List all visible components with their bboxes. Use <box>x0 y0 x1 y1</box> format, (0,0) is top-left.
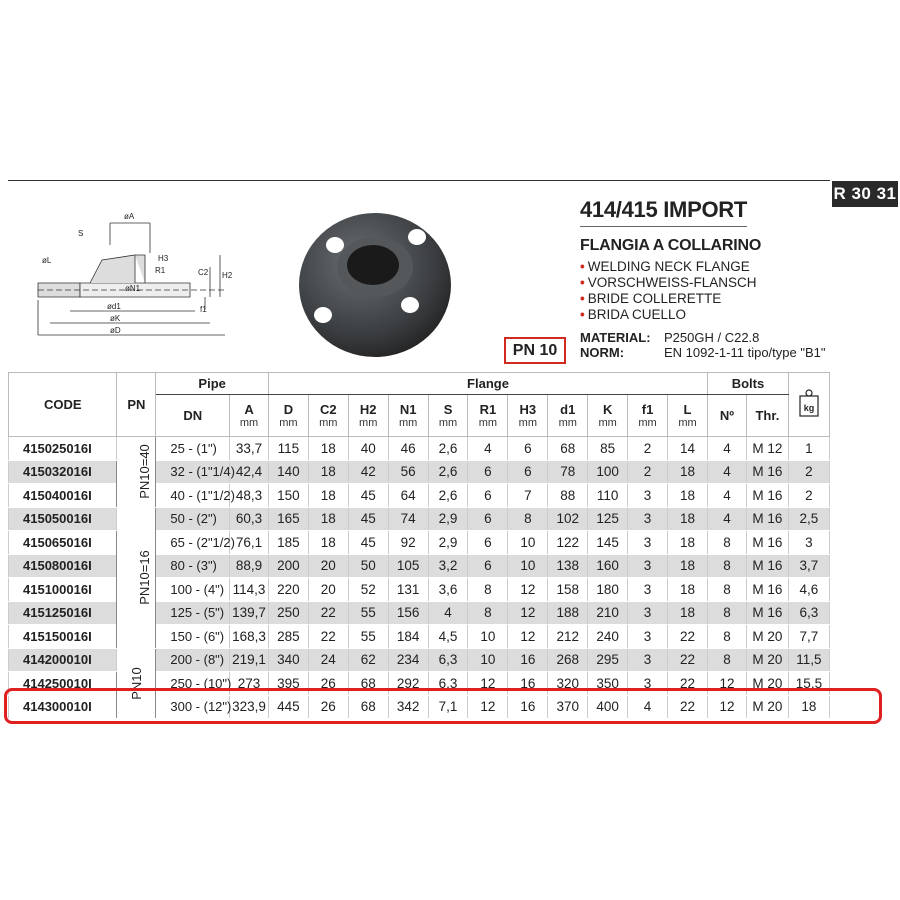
cell-r1: 8 <box>468 578 508 602</box>
product-subtitle: FLANGIA A COLLARINO <box>580 237 762 254</box>
cell-k: 125 <box>588 507 628 531</box>
cell-dn: 300 - (12") <box>156 695 230 719</box>
cell-d1: 102 <box>548 507 588 531</box>
table-row <box>9 648 830 672</box>
cell-code: 415032016I <box>9 460 117 484</box>
cell-f1: 3 <box>628 625 668 649</box>
cell-l: 22 <box>668 648 708 672</box>
cell-d1: 268 <box>548 648 588 672</box>
group-header-pipe: Pipe <box>156 373 269 395</box>
product-header <box>580 197 880 323</box>
cell-a: 48,3 <box>230 484 269 508</box>
cell-n1: 105 <box>388 554 428 578</box>
dim-label-d: øD <box>110 326 121 335</box>
cell-kg: 1 <box>788 437 829 461</box>
highlighted-row-frame <box>4 688 882 724</box>
cell-a: 42,4 <box>230 460 269 484</box>
cell-c2: 24 <box>308 648 348 672</box>
cell-f1: 3 <box>628 648 668 672</box>
dim-label-k: øK <box>110 314 121 323</box>
dim-label-r1: R1 <box>155 266 166 275</box>
cell-d1: 138 <box>548 554 588 578</box>
cell-d1: 188 <box>548 601 588 625</box>
col-header-c2: C2 mm <box>308 395 348 437</box>
cell-h2: 55 <box>348 625 388 649</box>
translation-item: • VORSCHWEISS-FLANSCH <box>580 275 757 290</box>
cell-h3: 8 <box>508 507 548 531</box>
cell-no: 4 <box>708 507 747 531</box>
col-header-n1: N1 mm <box>388 395 428 437</box>
cell-code: 414250010I <box>9 672 117 696</box>
cell-no: 8 <box>708 578 747 602</box>
cell-no: 8 <box>708 625 747 649</box>
cell-l: 18 <box>668 578 708 602</box>
cell-a: 60,3 <box>230 507 269 531</box>
dim-label-h3: H3 <box>158 254 169 263</box>
cell-f1: 3 <box>628 554 668 578</box>
cell-s: 2,6 <box>428 484 468 508</box>
cell-dn: 250 - (10") <box>156 672 230 696</box>
col-header-weight <box>788 373 829 437</box>
group-header-flange: Flange <box>268 373 707 395</box>
cell-c2: 18 <box>308 507 348 531</box>
cell-code: 415080016I <box>9 554 117 578</box>
cell-f1: 2 <box>628 460 668 484</box>
cell-k: 180 <box>588 578 628 602</box>
cell-dn: 150 - (6") <box>156 625 230 649</box>
cell-a: 323,9 <box>230 695 269 719</box>
cell-code: 415050016I <box>9 507 117 531</box>
cell-h3: 12 <box>508 625 548 649</box>
col-header-r1: R1 mm <box>468 395 508 437</box>
cell-r1: 10 <box>468 648 508 672</box>
cell-kg: 7,7 <box>788 625 829 649</box>
cell-d: 395 <box>268 672 308 696</box>
cell-n1: 64 <box>388 484 428 508</box>
col-header-d: D mm <box>268 395 308 437</box>
cell-h3: 10 <box>508 554 548 578</box>
cell-kg: 15,5 <box>788 672 829 696</box>
cell-thr: M 20 <box>746 625 788 649</box>
cell-thr: M 16 <box>746 601 788 625</box>
cell-kg: 6,3 <box>788 601 829 625</box>
translation-item: • BRIDA CUELLO <box>580 307 687 322</box>
cell-kg: 2,5 <box>788 507 829 531</box>
cell-h3: 12 <box>508 578 548 602</box>
dim-label-h2: H2 <box>222 271 233 280</box>
cell-a: 168,3 <box>230 625 269 649</box>
col-header-a: A mm <box>230 395 269 437</box>
cell-h2: 62 <box>348 648 388 672</box>
dim-label-s: S <box>78 229 84 238</box>
cell-c2: 20 <box>308 554 348 578</box>
dim-label-a: øA <box>124 212 135 221</box>
cell-dn: 80 - (3") <box>156 554 230 578</box>
cell-n1: 184 <box>388 625 428 649</box>
cell-thr: M 16 <box>746 460 788 484</box>
cell-k: 85 <box>588 437 628 461</box>
cell-no: 8 <box>708 531 747 555</box>
cell-f1: 3 <box>628 484 668 508</box>
cell-c2: 18 <box>308 460 348 484</box>
col-header-dn: DN <box>156 395 230 437</box>
cell-a: 76,1 <box>230 531 269 555</box>
cell-l: 18 <box>668 531 708 555</box>
pn-badge: PN 10 <box>504 337 566 364</box>
cell-dn: 32 - (1"1/4) <box>156 460 230 484</box>
cell-kg: 18 <box>788 695 829 719</box>
cell-dn: 50 - (2") <box>156 507 230 531</box>
cell-n1: 92 <box>388 531 428 555</box>
cell-d1: 370 <box>548 695 588 719</box>
cell-code: 415040016I <box>9 484 117 508</box>
weight-icon <box>798 388 820 418</box>
cell-h2: 68 <box>348 695 388 719</box>
cell-f1: 3 <box>628 672 668 696</box>
cell-h2: 50 <box>348 554 388 578</box>
cell-s: 6,3 <box>428 648 468 672</box>
cell-thr: M 16 <box>746 578 788 602</box>
cell-k: 160 <box>588 554 628 578</box>
cell-r1: 12 <box>468 672 508 696</box>
col-header-code: CODE <box>9 373 117 437</box>
cell-f1: 4 <box>628 695 668 719</box>
material-spec <box>580 330 759 345</box>
translation-item: • BRIDE COLLERETTE <box>580 291 722 306</box>
cell-l: 18 <box>668 601 708 625</box>
cell-f1: 3 <box>628 601 668 625</box>
cell-no: 4 <box>708 437 747 461</box>
cell-d: 150 <box>268 484 308 508</box>
cell-a: 219,1 <box>230 648 269 672</box>
cell-no: 12 <box>708 672 747 696</box>
cell-n1: 56 <box>388 460 428 484</box>
cell-n1: 74 <box>388 507 428 531</box>
cell-h3: 16 <box>508 648 548 672</box>
cell-f1: 3 <box>628 578 668 602</box>
cell-h3: 16 <box>508 672 548 696</box>
spec-table-body <box>9 437 830 719</box>
cell-kg: 11,5 <box>788 648 829 672</box>
cell-s: 7,1 <box>428 695 468 719</box>
cell-dn: 25 - (1") <box>156 437 230 461</box>
cell-c2: 22 <box>308 601 348 625</box>
cell-thr: M 16 <box>746 484 788 508</box>
cell-k: 295 <box>588 648 628 672</box>
cell-h2: 45 <box>348 531 388 555</box>
cell-h3: 6 <box>508 460 548 484</box>
cell-thr: M 16 <box>746 554 788 578</box>
col-header-k: K mm <box>588 395 628 437</box>
cell-d1: 320 <box>548 672 588 696</box>
cell-thr: M 20 <box>746 695 788 719</box>
group-header-bolts: Bolts <box>708 373 789 395</box>
cell-dn: 40 - (1"1/2) <box>156 484 230 508</box>
cell-d1: 68 <box>548 437 588 461</box>
cell-s: 2,6 <box>428 460 468 484</box>
cell-c2: 18 <box>308 484 348 508</box>
material-label: MATERIAL: <box>580 330 651 345</box>
cell-k: 400 <box>588 695 628 719</box>
col-header-l: L mm <box>668 395 708 437</box>
cell-d1: 122 <box>548 531 588 555</box>
cell-d: 115 <box>268 437 308 461</box>
cell-s: 4 <box>428 601 468 625</box>
svg-text:kg: kg <box>803 403 815 413</box>
cell-no: 8 <box>708 601 747 625</box>
cell-c2: 18 <box>308 531 348 555</box>
cell-l: 18 <box>668 507 708 531</box>
cell-c2: 26 <box>308 695 348 719</box>
material-value: P250GH / C22.8 <box>664 330 760 345</box>
cell-no: 8 <box>708 648 747 672</box>
cell-l: 18 <box>668 554 708 578</box>
cell-s: 2,9 <box>428 507 468 531</box>
cell-thr: M 12 <box>746 437 788 461</box>
cell-kg: 3 <box>788 531 829 555</box>
cell-pn-group: PN10 <box>117 648 156 719</box>
cell-k: 145 <box>588 531 628 555</box>
cell-no: 8 <box>708 554 747 578</box>
cell-code: 414300010I <box>9 695 117 719</box>
cell-d: 250 <box>268 601 308 625</box>
top-rule <box>8 180 830 181</box>
cell-s: 3,2 <box>428 554 468 578</box>
cell-f1: 3 <box>628 507 668 531</box>
cell-r1: 8 <box>468 601 508 625</box>
col-header-s: S mm <box>428 395 468 437</box>
cell-f1: 3 <box>628 531 668 555</box>
cell-r1: 6 <box>468 507 508 531</box>
cell-a: 139,7 <box>230 601 269 625</box>
cell-kg: 3,7 <box>788 554 829 578</box>
cell-r1: 6 <box>468 460 508 484</box>
cell-c2: 22 <box>308 625 348 649</box>
col-header-thr: Thr. <box>746 395 788 437</box>
cell-n1: 292 <box>388 672 428 696</box>
table-row <box>9 507 830 531</box>
cell-no: 4 <box>708 484 747 508</box>
cell-a: 88,9 <box>230 554 269 578</box>
cell-h2: 68 <box>348 672 388 696</box>
norm-value: EN 1092-1-11 tipo/type "B1" <box>664 345 826 360</box>
cell-r1: 6 <box>468 531 508 555</box>
cell-s: 4,5 <box>428 625 468 649</box>
cell-d1: 212 <box>548 625 588 649</box>
cell-n1: 342 <box>388 695 428 719</box>
cell-h2: 45 <box>348 507 388 531</box>
cell-code: 415025016I <box>9 437 117 461</box>
col-header-bolt-no: Nº <box>708 395 747 437</box>
dim-label-l: øL <box>42 256 52 265</box>
cell-pn-group: PN10=40 <box>117 437 156 508</box>
cell-r1: 6 <box>468 554 508 578</box>
cell-kg: 4,6 <box>788 578 829 602</box>
cell-s: 2,9 <box>428 531 468 555</box>
cell-h3: 6 <box>508 437 548 461</box>
cell-dn: 125 - (5") <box>156 601 230 625</box>
cell-l: 22 <box>668 672 708 696</box>
cell-h2: 45 <box>348 484 388 508</box>
cell-l: 22 <box>668 695 708 719</box>
cell-f1: 2 <box>628 437 668 461</box>
col-header-h2: H2 mm <box>348 395 388 437</box>
translation-list <box>580 259 880 323</box>
cell-pn-group: PN10=16 <box>117 507 156 648</box>
cell-r1: 10 <box>468 625 508 649</box>
cell-d: 140 <box>268 460 308 484</box>
cell-code: 414200010I <box>9 648 117 672</box>
cell-d: 200 <box>268 554 308 578</box>
cell-a: 114,3 <box>230 578 269 602</box>
cell-h2: 52 <box>348 578 388 602</box>
cell-n1: 234 <box>388 648 428 672</box>
cell-c2: 20 <box>308 578 348 602</box>
cell-thr: M 20 <box>746 672 788 696</box>
flange-product-image <box>295 205 455 360</box>
cell-s: 2,6 <box>428 437 468 461</box>
cell-d: 220 <box>268 578 308 602</box>
cell-n1: 156 <box>388 601 428 625</box>
cell-k: 210 <box>588 601 628 625</box>
cell-c2: 26 <box>308 672 348 696</box>
cell-a: 273 <box>230 672 269 696</box>
cell-k: 100 <box>588 460 628 484</box>
cell-h3: 10 <box>508 531 548 555</box>
cell-d1: 78 <box>548 460 588 484</box>
cell-thr: M 20 <box>746 648 788 672</box>
dim-label-d1: ød1 <box>107 302 121 311</box>
cell-d1: 158 <box>548 578 588 602</box>
cell-s: 6,3 <box>428 672 468 696</box>
cell-code: 415150016I <box>9 625 117 649</box>
product-title: 414/415 IMPORT <box>580 197 747 227</box>
dim-label-n1: øN1 <box>125 284 141 293</box>
dim-label-f1: f1 <box>200 305 207 314</box>
cell-h2: 42 <box>348 460 388 484</box>
cell-kg: 2 <box>788 484 829 508</box>
col-header-pn: PN <box>117 373 156 437</box>
cell-d: 185 <box>268 531 308 555</box>
flange-technical-drawing <box>30 205 245 345</box>
cell-r1: 4 <box>468 437 508 461</box>
cell-l: 18 <box>668 484 708 508</box>
col-header-f1: f1 mm <box>628 395 668 437</box>
cell-k: 110 <box>588 484 628 508</box>
norm-label: NORM: <box>580 345 625 360</box>
cell-a: 33,7 <box>230 437 269 461</box>
col-header-h3: H3 mm <box>508 395 548 437</box>
cell-code: 415100016I <box>9 578 117 602</box>
cell-k: 240 <box>588 625 628 649</box>
cell-d: 165 <box>268 507 308 531</box>
cell-kg: 2 <box>788 460 829 484</box>
cell-h2: 40 <box>348 437 388 461</box>
cell-r1: 12 <box>468 695 508 719</box>
cell-c2: 18 <box>308 437 348 461</box>
cell-r1: 6 <box>468 484 508 508</box>
cell-s: 3,6 <box>428 578 468 602</box>
dim-label-c2: C2 <box>198 268 209 277</box>
cell-h3: 7 <box>508 484 548 508</box>
cell-d: 285 <box>268 625 308 649</box>
col-header-d1: d1 mm <box>548 395 588 437</box>
cell-h3: 16 <box>508 695 548 719</box>
cell-n1: 46 <box>388 437 428 461</box>
cell-dn: 65 - (2"1/2) <box>156 531 230 555</box>
cell-no: 4 <box>708 460 747 484</box>
cell-l: 18 <box>668 460 708 484</box>
cell-code: 415125016I <box>9 601 117 625</box>
cell-thr: M 16 <box>746 507 788 531</box>
table-row <box>9 437 830 461</box>
cell-dn: 100 - (4") <box>156 578 230 602</box>
cell-thr: M 16 <box>746 531 788 555</box>
cell-n1: 131 <box>388 578 428 602</box>
cell-d: 445 <box>268 695 308 719</box>
cell-l: 14 <box>668 437 708 461</box>
cell-no: 12 <box>708 695 747 719</box>
cell-d1: 88 <box>548 484 588 508</box>
cell-h3: 12 <box>508 601 548 625</box>
cell-k: 350 <box>588 672 628 696</box>
cell-d: 340 <box>268 648 308 672</box>
translation-item: • WELDING NECK FLANGE <box>580 259 750 274</box>
page-reference-badge: R 30 31 <box>832 181 898 207</box>
cell-dn: 200 - (8") <box>156 648 230 672</box>
norm-spec <box>580 345 825 360</box>
spec-table <box>8 372 830 719</box>
cell-l: 22 <box>668 625 708 649</box>
cell-h2: 55 <box>348 601 388 625</box>
cell-code: 415065016I <box>9 531 117 555</box>
